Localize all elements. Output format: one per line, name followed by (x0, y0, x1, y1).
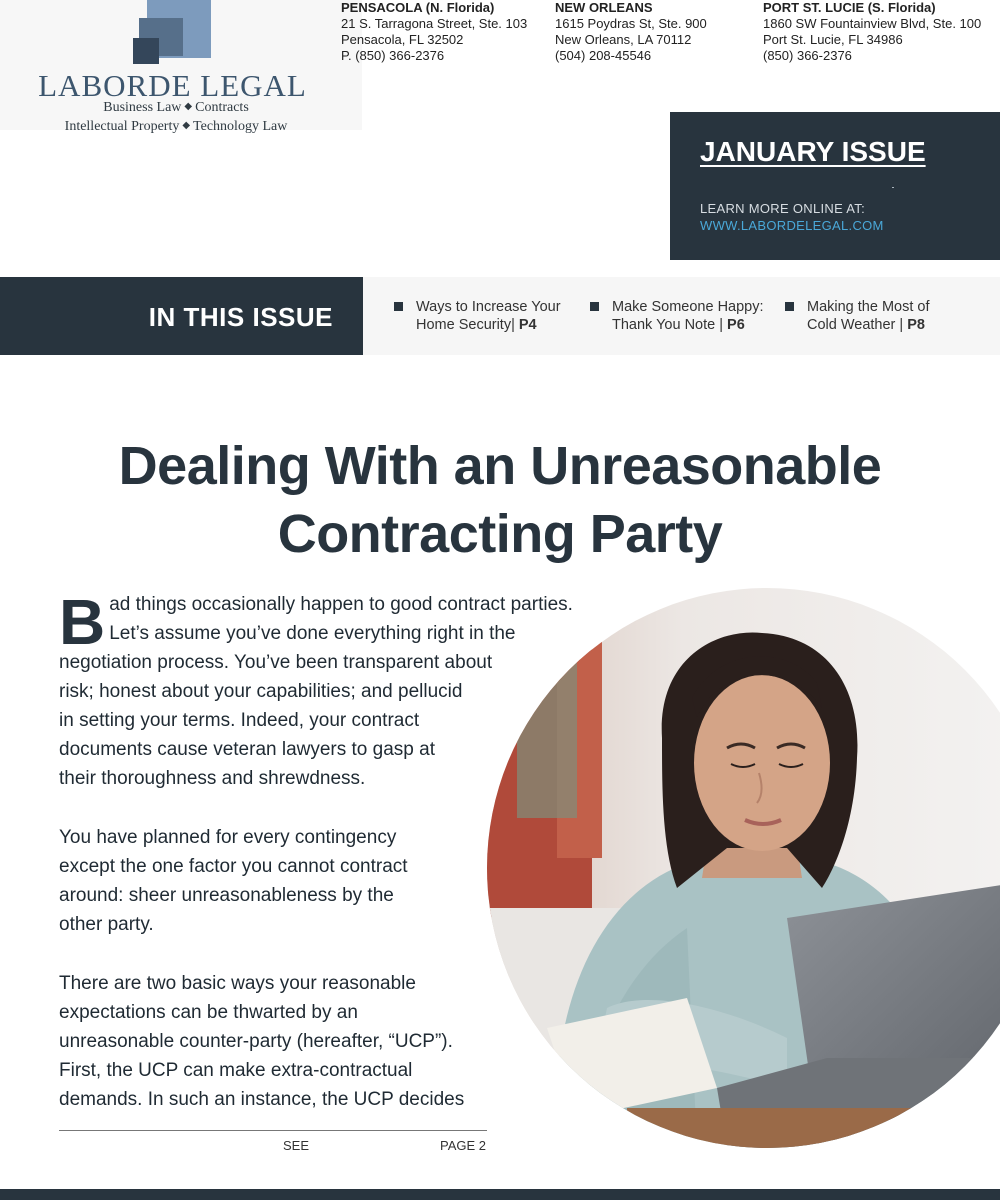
issue-item-title: Ways to Increase Your (416, 299, 561, 315)
article-body (59, 586, 614, 1144)
in-this-issue-label: IN THIS ISSUE (148, 302, 333, 332)
text-line: their thoroughness and shrewdness. (59, 768, 366, 789)
website-link[interactable]: WWW.LABORDELEGAL.COM (700, 218, 884, 233)
divider (59, 1130, 487, 1131)
text-line: expectations can be thwarted by an (59, 1002, 358, 1023)
issue-item-subtitle (807, 316, 930, 334)
footer-bar (0, 1189, 1000, 1200)
text-line: ad things occasionally happen to good contract parties. (109, 594, 573, 615)
office-city: PENSACOLA (N. Florida) (341, 0, 495, 15)
logo-tagline-2 (0, 119, 352, 135)
continued-page-link[interactable]: PAGE 2 (440, 1138, 487, 1153)
logo (0, 0, 362, 134)
office-new-orleans (555, 0, 707, 64)
drop-cap: B (59, 586, 106, 658)
headline-line-2: Contracting Party (277, 504, 723, 564)
in-this-issue-list (363, 277, 1000, 355)
office-address-line1: 1860 SW Fountainview Blvd, Ste. 100 (763, 16, 982, 31)
issue-item-cold-weather[interactable] (807, 298, 930, 334)
diamond-icon: ◆ (184, 101, 193, 112)
text-line: other party. (59, 914, 154, 935)
office-address-line2: Pensacola, FL 32502 (341, 32, 464, 47)
text-line: risk; honest about your capabilities; and pellucid (59, 681, 463, 702)
issue-item-page: P6 (727, 317, 745, 333)
square-bullet-icon (394, 302, 403, 311)
text-line: in setting your terms. Indeed, your contract (59, 710, 420, 731)
continued-see-label: SEE (283, 1138, 310, 1153)
issue-item-home-security[interactable] (416, 298, 561, 334)
text-line: unreasonable counter-party (hereafter, “UCP”). (59, 1031, 453, 1052)
text-line: documents cause veteran lawyers to gasp at (59, 739, 435, 760)
issue-item-title: Making the Most of (807, 299, 930, 315)
text-line: Let’s assume you’ve done everything right in the (109, 623, 516, 644)
text-line: There are two basic ways your reasonable (59, 973, 416, 994)
issue-item-subtitle (416, 316, 561, 334)
logo-wordmark: LABORDE LEGAL (38, 68, 307, 103)
learn-more-label: LEARN MORE ONLINE AT: (700, 201, 865, 216)
square-bullet-icon (590, 302, 599, 311)
article-paragraph-2 (59, 823, 614, 939)
article-headline (0, 432, 1000, 568)
logo-squares-icon (133, 0, 213, 68)
office-address-line2: Port St. Lucie, FL 34986 (763, 32, 903, 47)
issue-item-title: Make Someone Happy: (612, 299, 764, 315)
office-city: NEW ORLEANS (555, 0, 653, 15)
office-city: PORT ST. LUCIE (S. Florida) (763, 0, 936, 15)
issue-item-thank-you-note[interactable] (612, 298, 764, 334)
issue-item-subtitle (612, 316, 764, 334)
issue-item-text: Thank You Note | (612, 317, 723, 333)
office-pensacola (341, 0, 527, 64)
headline-line-1: Dealing With an Unreasonable (118, 436, 882, 496)
issue-item-text: Home Security| (416, 317, 515, 333)
text-line: First, the UCP can make extra-contractual (59, 1060, 413, 1081)
logo-tagline-1 (0, 100, 352, 116)
text-line: except the one factor you cannot contract (59, 856, 408, 877)
issue-item-text: Cold Weather | (807, 317, 904, 333)
office-address-line2: New Orleans, LA 70112 (555, 32, 692, 47)
text-line: demands. In such an instance, the UCP decides (59, 1089, 465, 1110)
office-phone: P. (850) 366-2376 (341, 48, 445, 63)
text-line: You have planned for every contingency (59, 827, 397, 848)
article-paragraph-3 (59, 969, 614, 1114)
issue-item-page: P4 (518, 317, 537, 333)
issue-title: JANUARY ISSUE (700, 136, 926, 167)
issue-banner (670, 112, 1000, 260)
office-port-st-lucie (763, 0, 981, 64)
tagline-business-law: Business Law (103, 100, 182, 115)
square-bullet-icon (785, 302, 794, 311)
issue-item-page: P8 (907, 317, 925, 333)
article-paragraph-1 (59, 586, 614, 793)
divider (892, 187, 894, 188)
text-line: negotiation process. You’ve been transparent about (59, 652, 493, 673)
office-address-line1: 21 S. Tarragona Street, Ste. 103 (341, 16, 528, 31)
text-line: around: sheer unreasonableness by the (59, 885, 394, 906)
tagline-ip: Intellectual Property (64, 119, 180, 134)
office-address-line1: 1615 Poydras St, Ste. 900 (555, 16, 707, 31)
diamond-icon: ◆ (182, 120, 191, 131)
office-phone: (504) 208-45546 (555, 48, 652, 63)
in-this-issue-header (0, 277, 363, 355)
tagline-contracts: Contracts (195, 100, 249, 115)
office-phone: (850) 366-2376 (763, 48, 852, 63)
tagline-tech-law: Technology Law (193, 119, 288, 134)
